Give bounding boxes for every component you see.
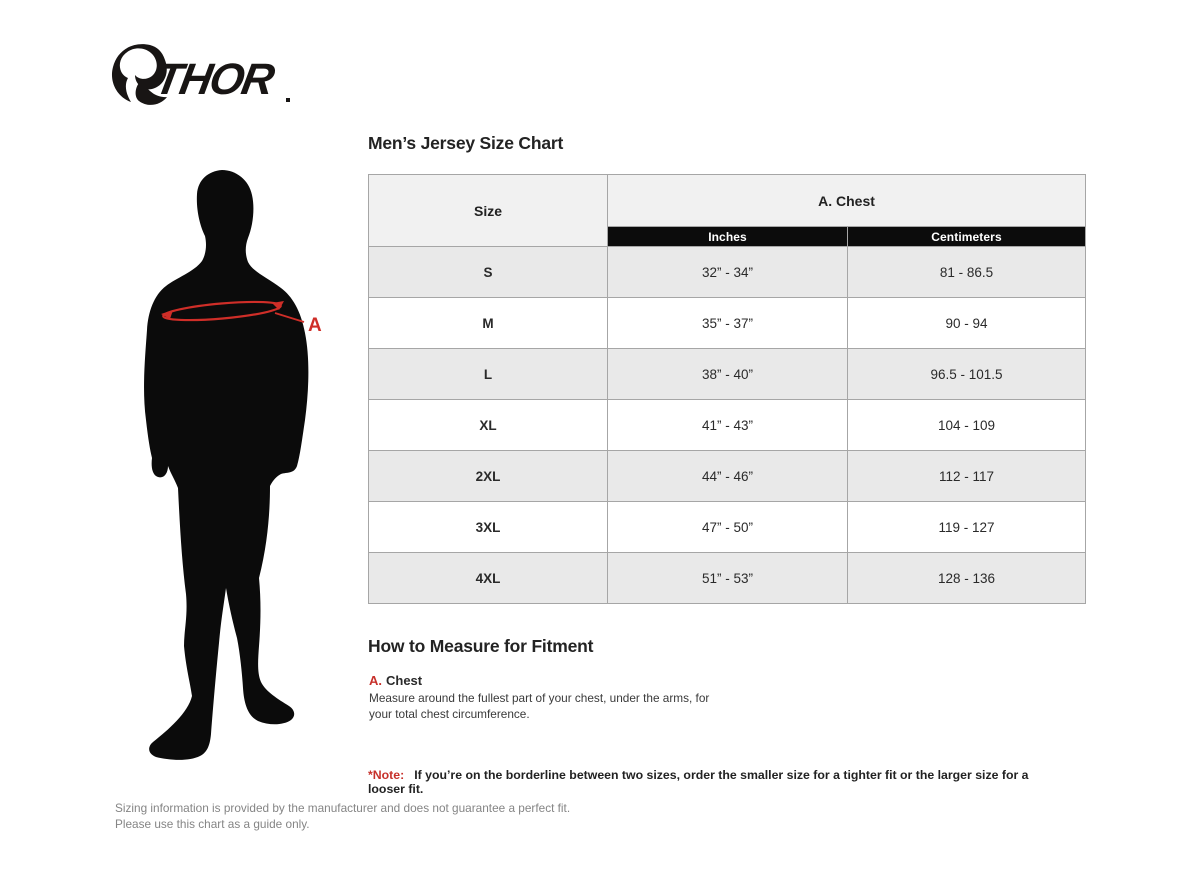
male-silhouette-shape	[144, 170, 308, 760]
thor-logo	[110, 42, 310, 110]
size-chart-table	[368, 174, 1086, 604]
measure-item-chest	[369, 673, 734, 722]
measure-item-label	[369, 673, 734, 688]
size-cell: 2XL	[369, 451, 608, 502]
measure-section-heading: How to Measure for Fitment	[368, 636, 594, 656]
measurement-figure	[138, 168, 323, 780]
size-column-header: Size	[369, 175, 608, 247]
note-text: If you’re on the borderline between two sizes, order the smaller size for a tighter fit or the larger size for a looser fit.	[368, 768, 1029, 796]
inches-cell: 35” - 37”	[608, 298, 848, 349]
centimeters-column-header: Centimeters	[848, 227, 1086, 247]
size-cell: XL	[369, 400, 608, 451]
group-header-row	[369, 175, 1086, 227]
size-cell: 3XL	[369, 502, 608, 553]
disclaimer-line-2: Please use this chart as a guide only.	[115, 817, 310, 831]
size-cell: L	[369, 349, 608, 400]
note-prefix: *Note:	[368, 768, 405, 782]
size-table-body	[369, 247, 1086, 604]
size-table-row	[369, 553, 1086, 604]
size-cell: S	[369, 247, 608, 298]
trademark-dot	[286, 98, 290, 102]
centimeters-cell: 128 - 136	[848, 553, 1086, 604]
size-cell: M	[369, 298, 608, 349]
inches-cell: 47” - 50”	[608, 502, 848, 553]
sizing-note	[368, 768, 1068, 796]
inches-cell: 51” - 53”	[608, 553, 848, 604]
centimeters-cell: 104 - 109	[848, 400, 1086, 451]
inches-cell: 41” - 43”	[608, 400, 848, 451]
size-table-row	[369, 451, 1086, 502]
size-table-row	[369, 349, 1086, 400]
inches-column-header: Inches	[608, 227, 848, 247]
disclaimer	[115, 800, 570, 832]
measure-item-name: Chest	[386, 673, 423, 688]
size-table-row	[369, 400, 1086, 451]
page-title: Men’s Jersey Size Chart	[368, 133, 564, 153]
inches-cell: 44” - 46”	[608, 451, 848, 502]
measure-item-key: A.	[369, 673, 382, 688]
inches-cell: 32” - 34”	[608, 247, 848, 298]
size-table-row	[369, 502, 1086, 553]
disclaimer-line-1: Sizing information is provided by the manufacturer and does not guarantee a perfect fit.	[115, 801, 571, 815]
brand-wordmark: THOR	[151, 55, 277, 104]
centimeters-cell: 96.5 - 101.5	[848, 349, 1086, 400]
measure-item-description: Measure around the fullest part of your chest, under the arms, for your total chest circumference.	[369, 691, 710, 721]
centimeters-cell: 81 - 86.5	[848, 247, 1086, 298]
centimeters-cell: 119 - 127	[848, 502, 1086, 553]
centimeters-cell: 112 - 117	[848, 451, 1086, 502]
brand-header	[110, 42, 310, 110]
chest-marker-label: A	[308, 315, 322, 336]
chest-group-header: A. Chest	[608, 175, 1086, 227]
inches-cell: 38” - 40”	[608, 349, 848, 400]
body-silhouette	[138, 168, 323, 780]
size-table-row	[369, 298, 1086, 349]
size-table-row	[369, 247, 1086, 298]
size-cell: 4XL	[369, 553, 608, 604]
centimeters-cell: 90 - 94	[848, 298, 1086, 349]
